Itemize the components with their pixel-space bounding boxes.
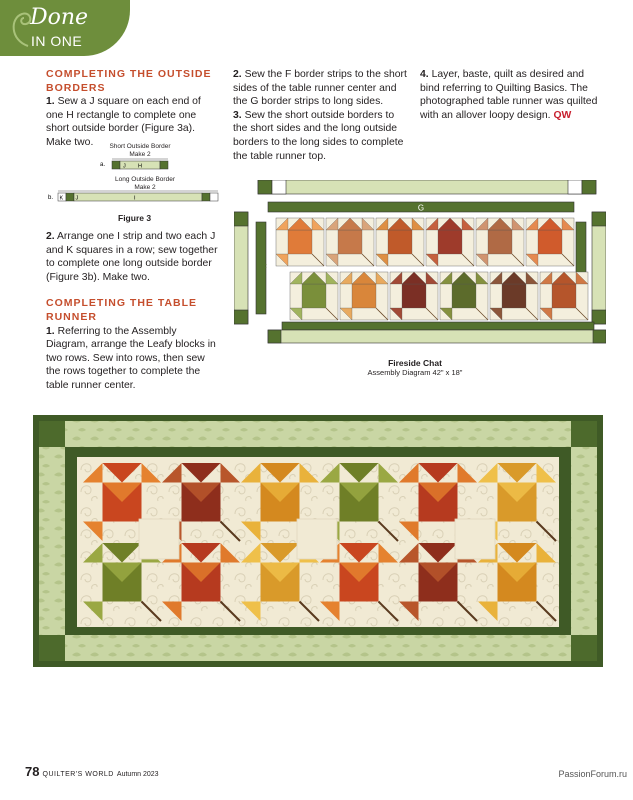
leaf-center xyxy=(302,284,326,308)
table-runner-photo xyxy=(33,415,603,667)
step-1-paragraph xyxy=(46,95,218,149)
top-outside-border xyxy=(258,180,596,194)
issue-date: Autumn 2023 xyxy=(116,771,159,778)
top-j-right xyxy=(582,180,596,194)
leaf-center xyxy=(538,230,562,254)
step-text: Sew a J square on each end of one H rectangle to complete one short outside border (Figure 3a). Make two. xyxy=(46,96,201,148)
magazine-name: QUILTER'S WORLD xyxy=(42,771,114,778)
project-name: Fireside Chat xyxy=(388,358,442,368)
left-column xyxy=(46,68,218,150)
assembly-diagram xyxy=(234,180,606,344)
leaf-center xyxy=(438,230,462,254)
j-square-left-long xyxy=(66,193,74,201)
leaf-center xyxy=(338,230,362,254)
leaf-center xyxy=(488,230,512,254)
corner-square-tl xyxy=(39,421,65,447)
bottom-outside-border xyxy=(268,330,606,343)
left-j-bottom xyxy=(234,310,248,324)
label-k: K xyxy=(59,195,64,202)
right-j-top xyxy=(592,212,606,226)
right-column xyxy=(420,68,598,122)
leaf-center xyxy=(552,284,576,308)
heading-outside-borders: COMPLETING THE OUTSIDE BORDERS xyxy=(46,68,212,94)
step-text: Sew the short outside borders to the short sides and the long outside borders to the long sides to complete the table runner top. xyxy=(233,109,404,162)
figure-3b-diagram xyxy=(46,188,220,206)
step-number: 4. xyxy=(420,69,429,80)
heading-table-runner: COMPLETING THE TABLE RUNNER xyxy=(46,297,198,323)
top-k-left xyxy=(272,180,286,194)
short-border-make: Make 2 xyxy=(129,151,151,158)
assembly-size: Assembly Diagram 42" x 18" xyxy=(367,368,463,377)
step-text: Layer, baste, quilt as desired and bind referring to Quilting Basics. The photographed table runner was quilted with an allover loopy design. xyxy=(420,69,598,121)
g-border-bottom xyxy=(282,322,594,330)
leaf-center xyxy=(402,284,426,308)
label-f: F xyxy=(262,263,267,272)
j-square-right xyxy=(160,161,168,169)
step-text: Sew the F border strips to the short sides of the table runner center and the G border strips to long sides. xyxy=(233,69,407,108)
corner-square-tr xyxy=(571,421,597,447)
figure-3-caption: Figure 3 xyxy=(118,213,152,223)
step-number: 2. xyxy=(46,231,55,242)
step-1b-paragraph xyxy=(46,325,218,393)
step-2-paragraph-mid xyxy=(233,68,411,109)
i-strip xyxy=(74,193,202,201)
left-outside-border xyxy=(234,212,248,324)
leaf-center xyxy=(502,284,526,308)
leaf-center xyxy=(352,284,376,308)
step-text: Arrange one I strip and two each J and K squares in a row; sew together to complete one long outside border (Figure 3b). Make two. xyxy=(46,231,218,283)
step-number: 1. xyxy=(46,325,55,337)
leafy-blocks-row-2 xyxy=(290,272,588,320)
j-square-right-long xyxy=(202,193,210,201)
label-j-long: J xyxy=(75,195,79,202)
right-outside-border xyxy=(592,212,606,324)
step-number: 1. xyxy=(46,96,55,108)
figure-3a-diagram xyxy=(96,156,216,174)
label-j: J xyxy=(123,163,126,170)
step-3-paragraph-mid xyxy=(233,109,411,163)
bottom-j-right xyxy=(593,330,606,343)
section-title: Done xyxy=(30,5,89,30)
assembly-caption xyxy=(360,358,470,377)
page-footer xyxy=(25,764,159,779)
step-4-paragraph xyxy=(420,68,598,122)
label-g: G xyxy=(417,203,425,213)
leafy-blocks-row-1 xyxy=(276,218,574,266)
long-border-make: Make 2 xyxy=(134,184,156,191)
long-border-title-text: Long Outside Border xyxy=(115,176,175,183)
watermark: PassionForum.ru xyxy=(558,769,627,779)
corner-square-br xyxy=(571,635,597,661)
top-k-right xyxy=(568,180,582,194)
j-square-left xyxy=(112,161,120,169)
left-column-lower xyxy=(46,230,218,393)
short-border-title-text: Short Outside Border xyxy=(109,143,171,150)
step-number: 3. xyxy=(233,109,242,121)
bottom-j-left xyxy=(268,330,281,343)
qw-end-mark: QW xyxy=(553,109,572,121)
top-j-left xyxy=(258,180,272,194)
corner-square-bl xyxy=(39,635,65,661)
label-b: b. xyxy=(48,195,54,201)
label-i: I xyxy=(134,195,136,202)
section-subtitle: IN ONE xyxy=(31,33,83,49)
label-h: H xyxy=(138,163,142,170)
leaf-center xyxy=(288,230,312,254)
page-number: 78 xyxy=(25,764,40,779)
left-j-top xyxy=(234,212,248,226)
step-text: Referring to the Assembly Diagram, arrange the Leafy blocks in two rows. Sew into rows, then sew the rows together to complete the table runner center. xyxy=(46,325,216,391)
step-2-paragraph xyxy=(46,230,218,284)
label-a: a. xyxy=(100,162,106,168)
quilt-cream-square xyxy=(139,519,179,559)
quilt-cream-square xyxy=(455,519,495,559)
k-square-right xyxy=(210,193,218,201)
section-header xyxy=(0,0,130,56)
middle-column xyxy=(233,68,411,163)
step-number: 2. xyxy=(233,69,242,80)
leaf-center xyxy=(388,230,412,254)
leaf-center xyxy=(452,284,476,308)
quilt-cream-square xyxy=(297,519,337,559)
